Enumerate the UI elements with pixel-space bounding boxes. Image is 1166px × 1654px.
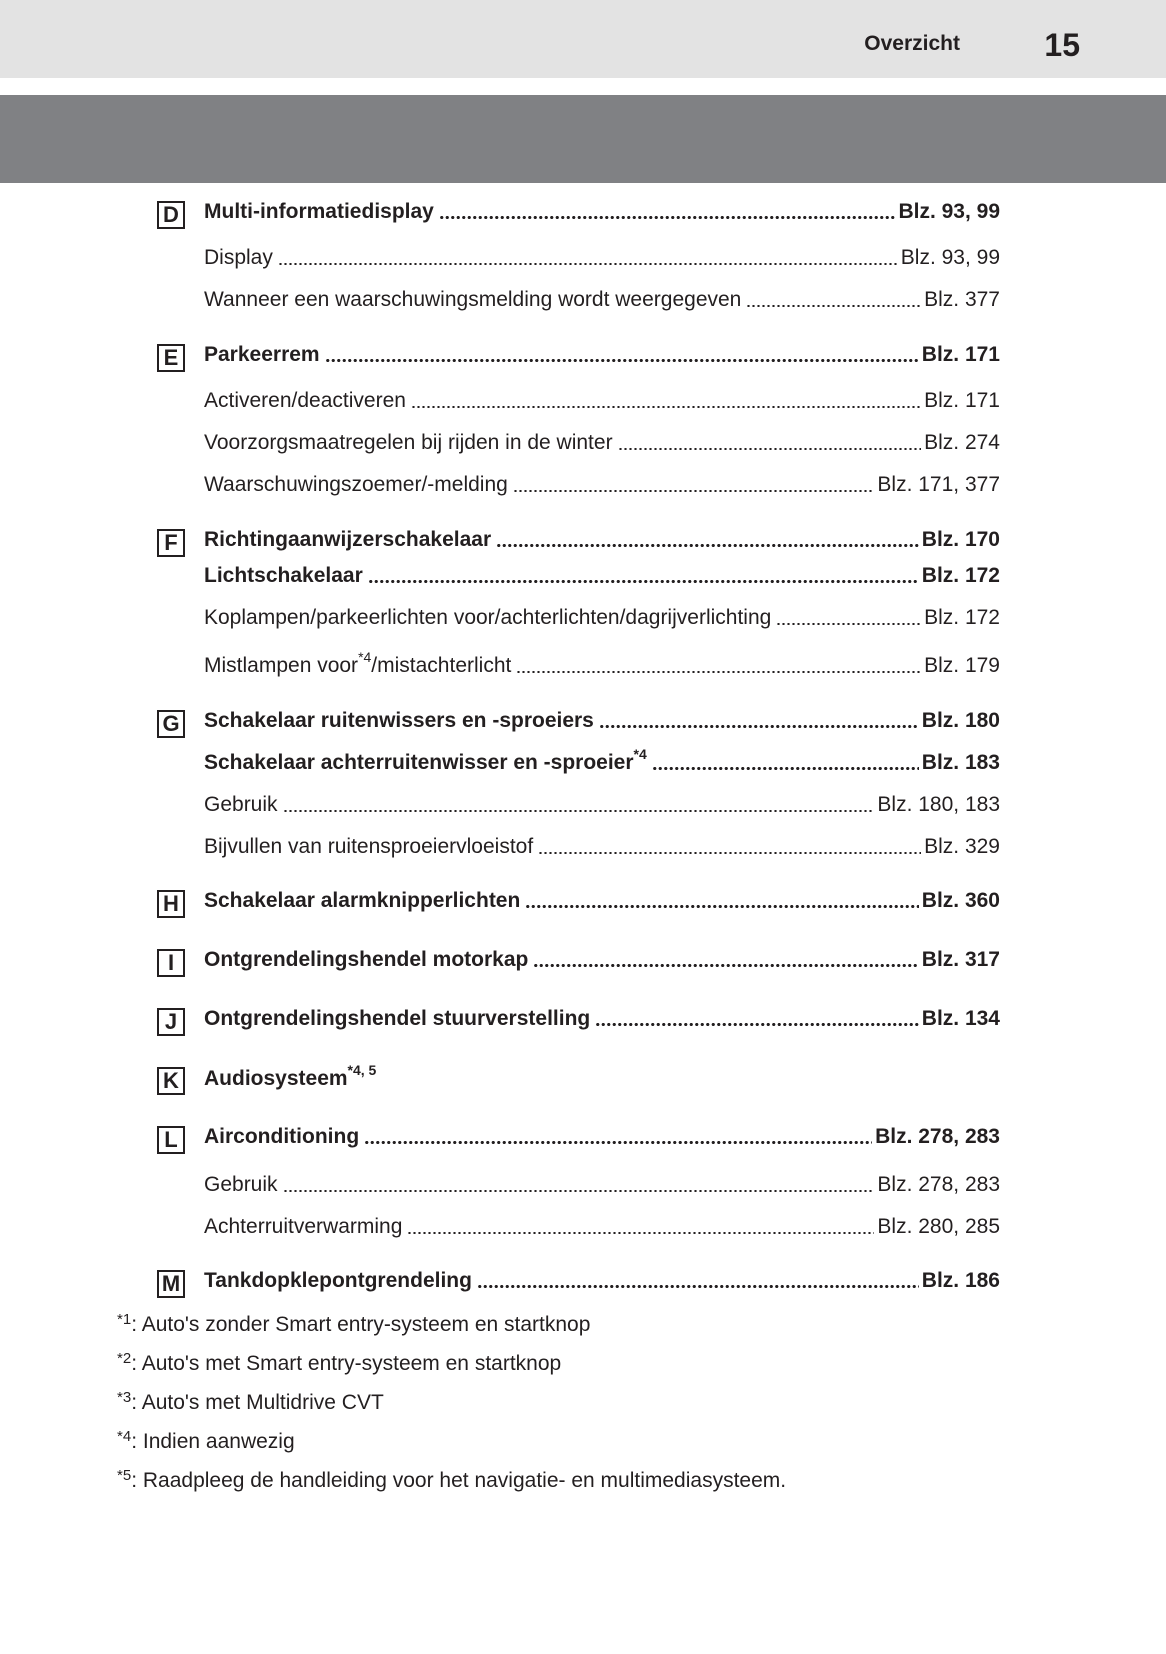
footnote-mark: *1: [117, 1311, 132, 1328]
toc-page: Blz. 172: [924, 606, 1000, 629]
dot-leader: [411, 406, 921, 408]
toc-row: [204, 1264, 1000, 1294]
toc-label: Koplampen/parkeerlichten voor/achterlichten/dagrijverlichting: [204, 606, 772, 629]
toc-page: Blz. 171: [924, 389, 1000, 412]
toc-page: Blz. 377: [924, 288, 1000, 311]
toc-row: [204, 1120, 1000, 1150]
dot-leader: [513, 490, 875, 492]
toc-label: Achterruitverwarming: [204, 1215, 403, 1238]
dot-leader: [325, 359, 919, 362]
label-part: Audiosysteem: [204, 1067, 348, 1090]
toc-page: Blz. 180: [921, 709, 1000, 732]
dot-leader: [368, 580, 919, 583]
toc-row: [204, 1168, 1000, 1198]
toc-row: [204, 426, 1000, 456]
toc-label: Activeren/deactiveren: [204, 389, 406, 412]
badge-d: D: [157, 201, 185, 229]
toc-label: Wanneer een waarschuwingsmelding wordt weergegeven: [204, 288, 742, 311]
toc-row: [204, 704, 1000, 734]
toc-row: [204, 788, 1000, 818]
toc-row: [204, 559, 1000, 589]
dot-leader: [533, 964, 918, 967]
toc-row: [204, 384, 1000, 414]
footnote: $^{*2}$: Auto's met Smart entry-systeem en startknop: [117, 1350, 562, 1375]
toc-page: Blz. 186: [921, 1269, 1000, 1292]
dot-leader: [283, 1190, 875, 1192]
label-part: /mistachterlicht: [371, 654, 512, 677]
toc-page: Blz. 170: [921, 528, 1000, 551]
dot-leader: [407, 1232, 874, 1234]
dot-leader: [283, 810, 875, 812]
toc-label: [204, 746, 649, 776]
dot-leader: [595, 1023, 919, 1026]
toc-label: Parkeerrem: [204, 343, 320, 366]
toc-label: Gebruik: [204, 793, 278, 816]
badge-k: K: [157, 1067, 185, 1095]
toc-label: Airconditioning: [204, 1125, 360, 1148]
footnote: $^{*1}$: Auto's zonder Smart entry-systeem en startknop: [117, 1311, 591, 1336]
toc-row: [204, 943, 1000, 973]
section-title: Overzicht: [864, 32, 960, 55]
toc-label: Lichtschakelaar: [204, 564, 363, 587]
badge-j: J: [157, 1008, 185, 1036]
toc-row: [204, 195, 1000, 225]
footnote-ref: *4: [633, 746, 647, 762]
toc-row: [204, 830, 1000, 860]
toc-label: Richtingaanwijzerschakelaar: [204, 528, 492, 551]
footnote: $^{*5}$: Raadpleeg de handleiding voor het navigatie- en multimediasysteem.: [117, 1467, 787, 1492]
toc-page: Blz. 278, 283: [875, 1125, 1000, 1148]
toc-page: Blz. 360: [921, 889, 1000, 912]
badge-f: F: [157, 529, 185, 557]
toc-page: Blz. 93, 99: [900, 246, 1000, 269]
toc-row: [204, 241, 1000, 271]
toc-label: Waarschuwingszoemer/-melding: [204, 473, 508, 496]
dot-leader: [278, 263, 898, 265]
label-part: Schakelaar achterruitenwisser en -sproeier: [204, 751, 634, 774]
footnote-mark: *2: [117, 1350, 132, 1367]
toc-label: Tankdopklepontgrendeling: [204, 1269, 472, 1292]
header-band: [0, 95, 1166, 183]
toc-row: [204, 468, 1000, 498]
dot-leader: [538, 852, 921, 854]
toc-page: Blz. 171, 377: [877, 473, 1000, 496]
dot-leader: [776, 623, 921, 625]
toc-label: Gebruik: [204, 1173, 278, 1196]
dot-leader: [364, 1141, 872, 1144]
badge-m: M: [157, 1270, 185, 1298]
dot-leader: [439, 216, 896, 219]
toc-label: Bijvullen van ruitensproeiervloeistof: [204, 835, 534, 858]
dot-leader: [652, 767, 919, 770]
footnote-text: Auto's met Multidrive CVT: [141, 1391, 384, 1414]
toc-row: [204, 649, 1000, 679]
toc-label: Display: [204, 246, 273, 269]
badge-i: I: [157, 949, 185, 977]
page-header: [0, 0, 1166, 78]
footnote-text: Indien aanwezig: [142, 1430, 295, 1453]
toc-label: Schakelaar alarmknipperlichten: [204, 889, 521, 912]
toc-label: Multi-informatiedisplay: [204, 200, 434, 223]
footnote-ref: *4, 5: [347, 1062, 377, 1078]
badge-l: L: [157, 1126, 185, 1154]
toc-page: Blz. 183: [921, 751, 1000, 774]
toc-row: [204, 746, 1000, 776]
toc-page: Blz. 274: [924, 431, 1000, 454]
toc-page: Blz. 93, 99: [898, 200, 1000, 223]
toc-label: Ontgrendelingshendel motorkap: [204, 948, 529, 971]
label-part: Mistlampen voor: [204, 654, 359, 677]
toc-row: [204, 601, 1000, 631]
toc-label: Ontgrendelingshendel stuurverstelling: [204, 1007, 591, 1030]
dot-leader: [599, 725, 919, 728]
toc-label: Schakelaar ruitenwissers en -sproeiers: [204, 709, 594, 732]
page-number: 15: [1044, 27, 1080, 63]
footnote-text: Auto's zonder Smart entry-systeem en startknop: [141, 1313, 591, 1336]
toc-page: Blz. 278, 283: [877, 1173, 1000, 1196]
toc-row: [204, 283, 1000, 313]
dot-leader: [618, 448, 922, 450]
toc-row: [204, 523, 1000, 553]
dot-leader: [746, 305, 921, 307]
toc-page: Blz. 329: [924, 835, 1000, 858]
badge-h: H: [157, 890, 185, 918]
dot-leader: [496, 544, 919, 547]
footnote-ref: *4: [358, 649, 372, 665]
toc-label: [204, 1062, 378, 1092]
dot-leader: [525, 905, 918, 908]
dot-leader: [516, 671, 921, 673]
toc-row: [204, 338, 1000, 368]
toc-row: [204, 1210, 1000, 1240]
toc-page: Blz. 171: [921, 343, 1000, 366]
toc-page: Blz. 179: [924, 654, 1000, 677]
badge-g: G: [157, 710, 185, 738]
toc-page: Blz. 317: [921, 948, 1000, 971]
toc-page: Blz. 280, 285: [877, 1215, 1000, 1238]
toc-row: [204, 884, 1000, 914]
toc-label: Voorzorgsmaatregelen bij rijden in de winter: [204, 431, 613, 454]
toc-page: Blz. 180, 183: [877, 793, 1000, 816]
toc-label: [204, 649, 513, 679]
footnote-mark: *5: [117, 1467, 132, 1484]
toc-page: Blz. 172: [921, 564, 1000, 587]
footnote-mark: *3: [117, 1389, 132, 1406]
dot-leader: [477, 1285, 919, 1288]
toc-row: [204, 1062, 1000, 1092]
toc-row: [204, 1002, 1000, 1032]
footnote-mark: *4: [117, 1428, 132, 1445]
footnote-text: Auto's met Smart entry-systeem en startknop: [141, 1352, 562, 1375]
toc-page: Blz. 134: [921, 1007, 1000, 1030]
badge-e: E: [157, 344, 185, 372]
footnote: $^{*3}$: Auto's met Multidrive CVT: [117, 1389, 384, 1414]
footnote-text: Raadpleeg de handleiding voor het navigatie- en multimediasysteem.: [142, 1469, 787, 1492]
footnote: $^{*4}$: Indien aanwezig: [117, 1428, 295, 1453]
